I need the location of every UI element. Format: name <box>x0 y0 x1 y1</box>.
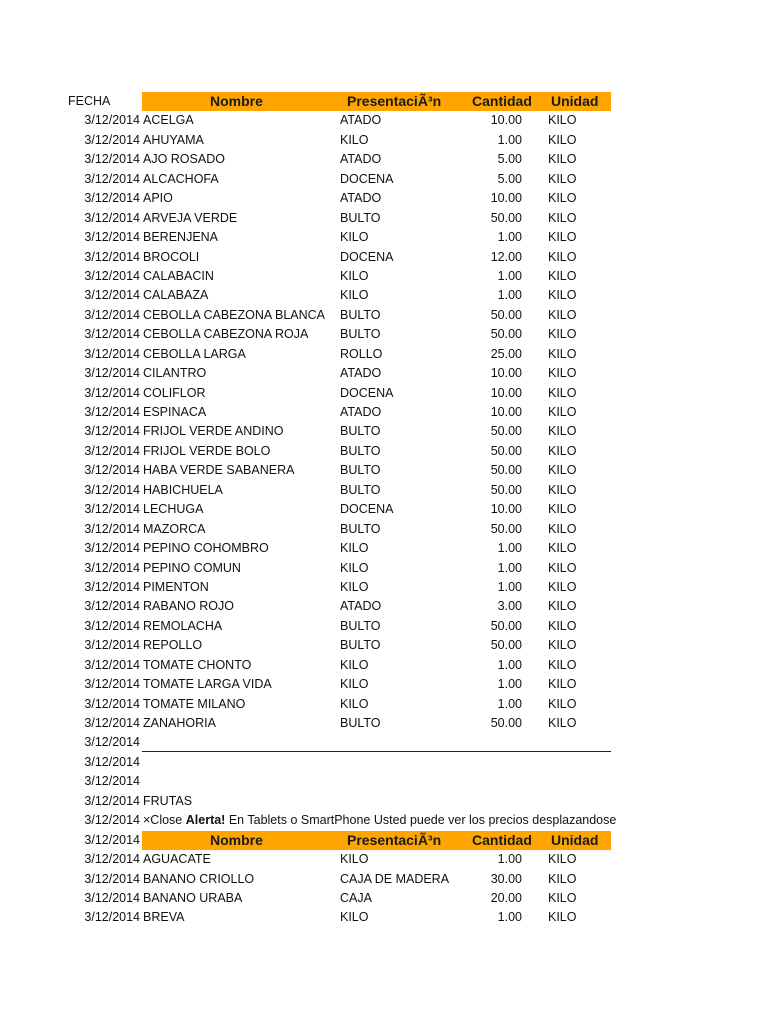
cantidad-cell: 50.00 <box>490 482 522 497</box>
date-cell: 3/12/2014 <box>84 657 140 672</box>
nombre-cell: MAZORCA <box>143 521 206 536</box>
date-cell: 3/12/2014 <box>84 307 140 322</box>
unidad-cell: KILO <box>548 560 577 575</box>
date-cell: 3/12/2014 <box>84 677 140 692</box>
unidad-cell: KILO <box>548 618 577 633</box>
presentacion-cell: KILO <box>340 696 369 711</box>
table-row <box>0 248 768 267</box>
cantidad-cell: 1.00 <box>497 852 522 867</box>
nombre-cell: HABA VERDE SABANERA <box>143 463 295 478</box>
unidad-cell: KILO <box>548 346 577 361</box>
presentacion-cell: BULTO <box>340 463 381 478</box>
presentacion-cell: BULTO <box>340 618 381 633</box>
table-row <box>0 714 768 733</box>
presentacion-cell: KILO <box>340 677 369 692</box>
unidad-cell: KILO <box>548 268 577 283</box>
unidad-cell: KILO <box>548 424 577 439</box>
date-cell: 3/12/2014 <box>84 754 140 769</box>
date-cell: 3/12/2014 <box>84 405 140 419</box>
nombre-cell: ACELGA <box>143 113 194 128</box>
date-cell: 3/12/2014 <box>84 852 140 867</box>
nombre-cell: BANANO CRIOLLO <box>143 871 255 886</box>
unidad-cell: KILO <box>548 638 577 653</box>
unidad-cell: KILO <box>548 677 577 692</box>
alert-message <box>143 811 616 830</box>
nombre-cell: ESPINACA <box>143 405 207 419</box>
table-row <box>0 597 768 616</box>
cantidad-cell: 1.00 <box>497 910 522 925</box>
nombre-cell: HABICHUELA <box>143 482 223 497</box>
nombre-cell: FRIJOL VERDE ANDINO <box>143 424 284 439</box>
nombre-header: Nombre <box>210 831 263 848</box>
presentacion-cell: KILO <box>340 852 369 867</box>
date-cell: 3/12/2014 <box>84 774 140 789</box>
table-row <box>0 461 768 480</box>
unidad-cell: KILO <box>548 890 577 905</box>
nombre-cell: COLIFLOR <box>143 385 206 400</box>
cantidad-cell: 1.00 <box>497 677 522 692</box>
section-label: FRUTAS <box>143 793 193 808</box>
nombre-cell: PIMENTON <box>143 579 209 594</box>
cantidad-cell: 12.00 <box>490 249 522 264</box>
presentacion-cell: BULTO <box>340 482 381 497</box>
nombre-cell: FRIJOL VERDE BOLO <box>143 443 271 458</box>
cantidad-cell: 10.00 <box>490 366 522 381</box>
unidad-cell: KILO <box>548 405 577 419</box>
table-row <box>0 889 768 908</box>
table-row <box>0 150 768 169</box>
table-row <box>0 617 768 636</box>
unidad-cell: KILO <box>548 327 577 342</box>
table-row <box>0 267 768 286</box>
cantidad-cell: 1.00 <box>497 288 522 303</box>
price-sheet <box>0 92 768 928</box>
unidad-cell: KILO <box>548 716 577 730</box>
table-row <box>0 481 768 500</box>
table-row <box>0 209 768 228</box>
cantidad-cell: 5.00 <box>497 171 522 186</box>
table-row <box>0 131 768 150</box>
unidad-cell: KILO <box>548 443 577 458</box>
vegetables-table-body <box>0 111 768 733</box>
fecha-header: FECHA <box>68 94 111 108</box>
fruits-table-body <box>0 850 768 928</box>
unidad-cell: KILO <box>548 210 577 225</box>
unidad-cell: KILO <box>548 152 577 167</box>
cantidad-cell: 10.00 <box>490 405 522 419</box>
nombre-cell: CALABAZA <box>143 288 209 303</box>
close-button[interactable]: ×Close <box>143 813 183 828</box>
cantidad-cell: 10.00 <box>490 113 522 128</box>
nombre-cell: BROCOLI <box>143 249 200 264</box>
date-cell: 3/12/2014 <box>84 463 140 478</box>
nombre-cell: BERENJENA <box>143 230 219 245</box>
table-row <box>0 559 768 578</box>
presentacion-cell: BULTO <box>340 307 381 322</box>
table-row <box>0 364 768 383</box>
cantidad-cell: 1.00 <box>497 230 522 245</box>
table-row <box>0 695 768 714</box>
date-cell: 3/12/2014 <box>84 191 140 206</box>
cantidad-cell: 10.00 <box>490 385 522 400</box>
cantidad-cell: 3.00 <box>497 599 522 614</box>
cantidad-cell: 25.00 <box>490 346 522 361</box>
table-row <box>0 578 768 597</box>
date-cell: 3/12/2014 <box>84 482 140 497</box>
nombre-cell: LECHUGA <box>143 502 204 517</box>
presentacion-cell: KILO <box>340 268 369 283</box>
date-cell: 3/12/2014 <box>84 443 140 458</box>
alert-body: En Tablets o SmartPhone Usted puede ver los precios desplazandose <box>228 813 617 828</box>
unidad-header: Unidad <box>551 831 599 848</box>
table-row <box>0 520 768 539</box>
presentacion-cell: KILO <box>340 541 369 556</box>
cantidad-cell: 1.00 <box>497 579 522 594</box>
table-row <box>0 675 768 694</box>
cantidad-cell: 1.00 <box>497 132 522 147</box>
nombre-cell: PEPINO COHOMBRO <box>143 541 269 556</box>
nombre-cell: AJO ROSADO <box>143 152 225 167</box>
header-row-2 <box>0 831 768 850</box>
presentacion-cell: ATADO <box>340 113 382 128</box>
presentacion-cell: ATADO <box>340 152 382 167</box>
nombre-cell: CEBOLLA CABEZONA ROJA <box>143 327 309 342</box>
date-cell: 3/12/2014 <box>84 502 140 517</box>
unidad-cell: KILO <box>548 249 577 264</box>
cantidad-header: Cantidad <box>472 831 532 848</box>
cantidad-cell: 50.00 <box>490 424 522 439</box>
unidad-cell: KILO <box>548 463 577 478</box>
presentacion-cell: DOCENA <box>340 385 394 400</box>
presentacion-cell: BULTO <box>340 638 381 653</box>
cantidad-cell: 50.00 <box>490 443 522 458</box>
date-cell: 3/12/2014 <box>84 288 140 303</box>
alert-row <box>0 811 768 830</box>
nombre-cell: ZANAHORIA <box>143 716 216 730</box>
unidad-cell: KILO <box>548 696 577 711</box>
cantidad-cell: 20.00 <box>490 890 522 905</box>
date-cell: 3/12/2014 <box>84 113 140 128</box>
presentacion-cell: BULTO <box>340 443 381 458</box>
unidad-cell: KILO <box>548 385 577 400</box>
table-row <box>0 870 768 889</box>
table-row <box>0 189 768 208</box>
cantidad-cell: 1.00 <box>497 560 522 575</box>
table-row <box>0 656 768 675</box>
table-row <box>0 403 768 422</box>
table-row <box>0 422 768 441</box>
cantidad-cell: 50.00 <box>490 638 522 653</box>
header-row <box>0 92 768 111</box>
date-cell: 3/12/2014 <box>84 832 140 847</box>
presentacion-cell: ATADO <box>340 366 382 381</box>
nombre-cell: BANANO URABA <box>143 890 243 905</box>
presentacion-cell: KILO <box>340 230 369 245</box>
nombre-cell: RABANO ROJO <box>143 599 234 614</box>
cantidad-cell: 50.00 <box>490 327 522 342</box>
date-cell: 3/12/2014 <box>84 210 140 225</box>
nombre-cell: REMOLACHA <box>143 618 223 633</box>
cantidad-cell: 10.00 <box>490 502 522 517</box>
nombre-cell: ALCACHOFA <box>143 171 219 186</box>
nombre-cell: TOMATE LARGA VIDA <box>143 677 272 692</box>
nombre-cell: AGUACATE <box>143 852 211 867</box>
alert-title: Alerta! <box>185 813 226 828</box>
presentacion-cell: KILO <box>340 579 369 594</box>
date-cell: 3/12/2014 <box>84 424 140 439</box>
presentacion-cell: DOCENA <box>340 502 394 517</box>
date-cell: 3/12/2014 <box>84 579 140 594</box>
cantidad-cell: 5.00 <box>497 152 522 167</box>
date-cell: 3/12/2014 <box>84 793 140 808</box>
date-cell: 3/12/2014 <box>84 910 140 925</box>
date-cell: 3/12/2014 <box>84 152 140 167</box>
presentacion-cell: CAJA DE MADERA <box>340 871 450 886</box>
unidad-cell: KILO <box>548 230 577 245</box>
unidad-cell: KILO <box>548 307 577 322</box>
presentacion-cell: BULTO <box>340 327 381 342</box>
date-cell: 3/12/2014 <box>84 132 140 147</box>
table-row <box>0 345 768 364</box>
nombre-cell: TOMATE CHONTO <box>143 657 252 672</box>
nombre-cell: BREVA <box>143 910 185 925</box>
table-row <box>0 850 768 869</box>
unidad-cell: KILO <box>548 521 577 536</box>
table-row <box>0 286 768 305</box>
nombre-cell: CEBOLLA CABEZONA BLANCA <box>143 307 326 322</box>
cantidad-header: Cantidad <box>472 93 532 109</box>
table-row <box>0 636 768 655</box>
nombre-cell: AHUYAMA <box>143 132 204 147</box>
presentacion-cell: KILO <box>340 132 369 147</box>
cantidad-cell: 1.00 <box>497 696 522 711</box>
table-row <box>0 170 768 189</box>
presentacion-cell: ATADO <box>340 599 382 614</box>
unidad-header: Unidad <box>551 93 599 109</box>
table-row <box>0 908 768 927</box>
unidad-cell: KILO <box>548 579 577 594</box>
blank-row <box>0 733 768 752</box>
presentacion-cell: KILO <box>340 657 369 672</box>
date-cell: 3/12/2014 <box>84 327 140 342</box>
date-cell: 3/12/2014 <box>84 618 140 633</box>
table-row <box>0 325 768 344</box>
date-cell: 3/12/2014 <box>84 560 140 575</box>
presentacion-header: PresentaciÃ³n <box>347 93 442 109</box>
presentacion-cell: ROLLO <box>340 346 383 361</box>
cantidad-cell: 30.00 <box>490 871 522 886</box>
cantidad-cell: 50.00 <box>490 521 522 536</box>
blank-row <box>0 753 768 772</box>
cantidad-cell: 50.00 <box>490 210 522 225</box>
nombre-header: Nombre <box>210 93 263 109</box>
date-cell: 3/12/2014 <box>84 385 140 400</box>
nombre-cell: CALABACIN <box>143 268 214 283</box>
date-cell: 3/12/2014 <box>84 890 140 905</box>
cantidad-cell: 1.00 <box>497 268 522 283</box>
nombre-cell: PEPINO COMUN <box>143 560 241 575</box>
frutas-row <box>0 792 768 811</box>
nombre-cell: TOMATE MILANO <box>143 696 246 711</box>
cantidad-cell: 1.00 <box>497 657 522 672</box>
unidad-cell: KILO <box>548 482 577 497</box>
table-row <box>0 384 768 403</box>
table-row <box>0 306 768 325</box>
nombre-cell: ARVEJA VERDE <box>143 210 238 225</box>
presentacion-cell: KILO <box>340 560 369 575</box>
unidad-cell: KILO <box>548 171 577 186</box>
unidad-cell: KILO <box>548 852 577 867</box>
date-cell: 3/12/2014 <box>84 171 140 186</box>
presentacion-cell: BULTO <box>340 424 381 439</box>
date-cell: 3/12/2014 <box>84 249 140 264</box>
unidad-cell: KILO <box>548 191 577 206</box>
presentacion-cell: KILO <box>340 910 369 925</box>
blank-row <box>0 772 768 791</box>
nombre-cell: CEBOLLA LARGA <box>143 346 246 361</box>
nombre-cell: CILANTRO <box>143 366 207 381</box>
date-cell: 3/12/2014 <box>84 346 140 361</box>
presentacion-cell: BULTO <box>340 210 381 225</box>
date-cell: 3/12/2014 <box>84 716 140 730</box>
unidad-cell: KILO <box>548 910 577 925</box>
cantidad-cell: 50.00 <box>490 618 522 633</box>
nombre-cell: REPOLLO <box>143 638 203 653</box>
table-row <box>0 539 768 558</box>
date-cell: 3/12/2014 <box>84 599 140 614</box>
date-cell: 3/12/2014 <box>84 735 140 750</box>
presentacion-cell: KILO <box>340 288 369 303</box>
unidad-cell: KILO <box>548 599 577 614</box>
date-cell: 3/12/2014 <box>84 638 140 653</box>
unidad-cell: KILO <box>548 132 577 147</box>
date-cell: 3/12/2014 <box>84 696 140 711</box>
date-cell: 3/12/2014 <box>84 366 140 381</box>
table-row <box>0 228 768 247</box>
cantidad-cell: 50.00 <box>490 307 522 322</box>
presentacion-header: PresentaciÃ³n <box>347 831 442 848</box>
date-cell: 3/12/2014 <box>84 521 140 536</box>
cantidad-cell: 50.00 <box>490 716 522 730</box>
unidad-cell: KILO <box>548 502 577 517</box>
date-cell: 3/12/2014 <box>84 813 140 828</box>
cantidad-cell: 10.00 <box>490 191 522 206</box>
table-row <box>0 500 768 519</box>
presentacion-cell: BULTO <box>340 521 381 536</box>
date-cell: 3/12/2014 <box>84 230 140 245</box>
presentacion-cell: DOCENA <box>340 249 394 264</box>
unidad-cell: KILO <box>548 113 577 128</box>
presentacion-cell: BULTO <box>340 716 381 730</box>
nombre-cell: APIO <box>143 191 173 206</box>
date-cell: 3/12/2014 <box>84 871 140 886</box>
unidad-cell: KILO <box>548 288 577 303</box>
date-cell: 3/12/2014 <box>84 541 140 556</box>
cantidad-cell: 1.00 <box>497 541 522 556</box>
presentacion-cell: DOCENA <box>340 171 394 186</box>
unidad-cell: KILO <box>548 366 577 381</box>
date-cell: 3/12/2014 <box>84 268 140 283</box>
presentacion-cell: ATADO <box>340 191 382 206</box>
unidad-cell: KILO <box>548 541 577 556</box>
table-row <box>0 111 768 130</box>
unidad-cell: KILO <box>548 871 577 886</box>
unidad-cell: KILO <box>548 657 577 672</box>
blank-rows <box>0 733 768 791</box>
presentacion-cell: CAJA <box>340 890 372 905</box>
table-row <box>0 442 768 461</box>
presentacion-cell: ATADO <box>340 405 382 419</box>
cantidad-cell: 50.00 <box>490 463 522 478</box>
